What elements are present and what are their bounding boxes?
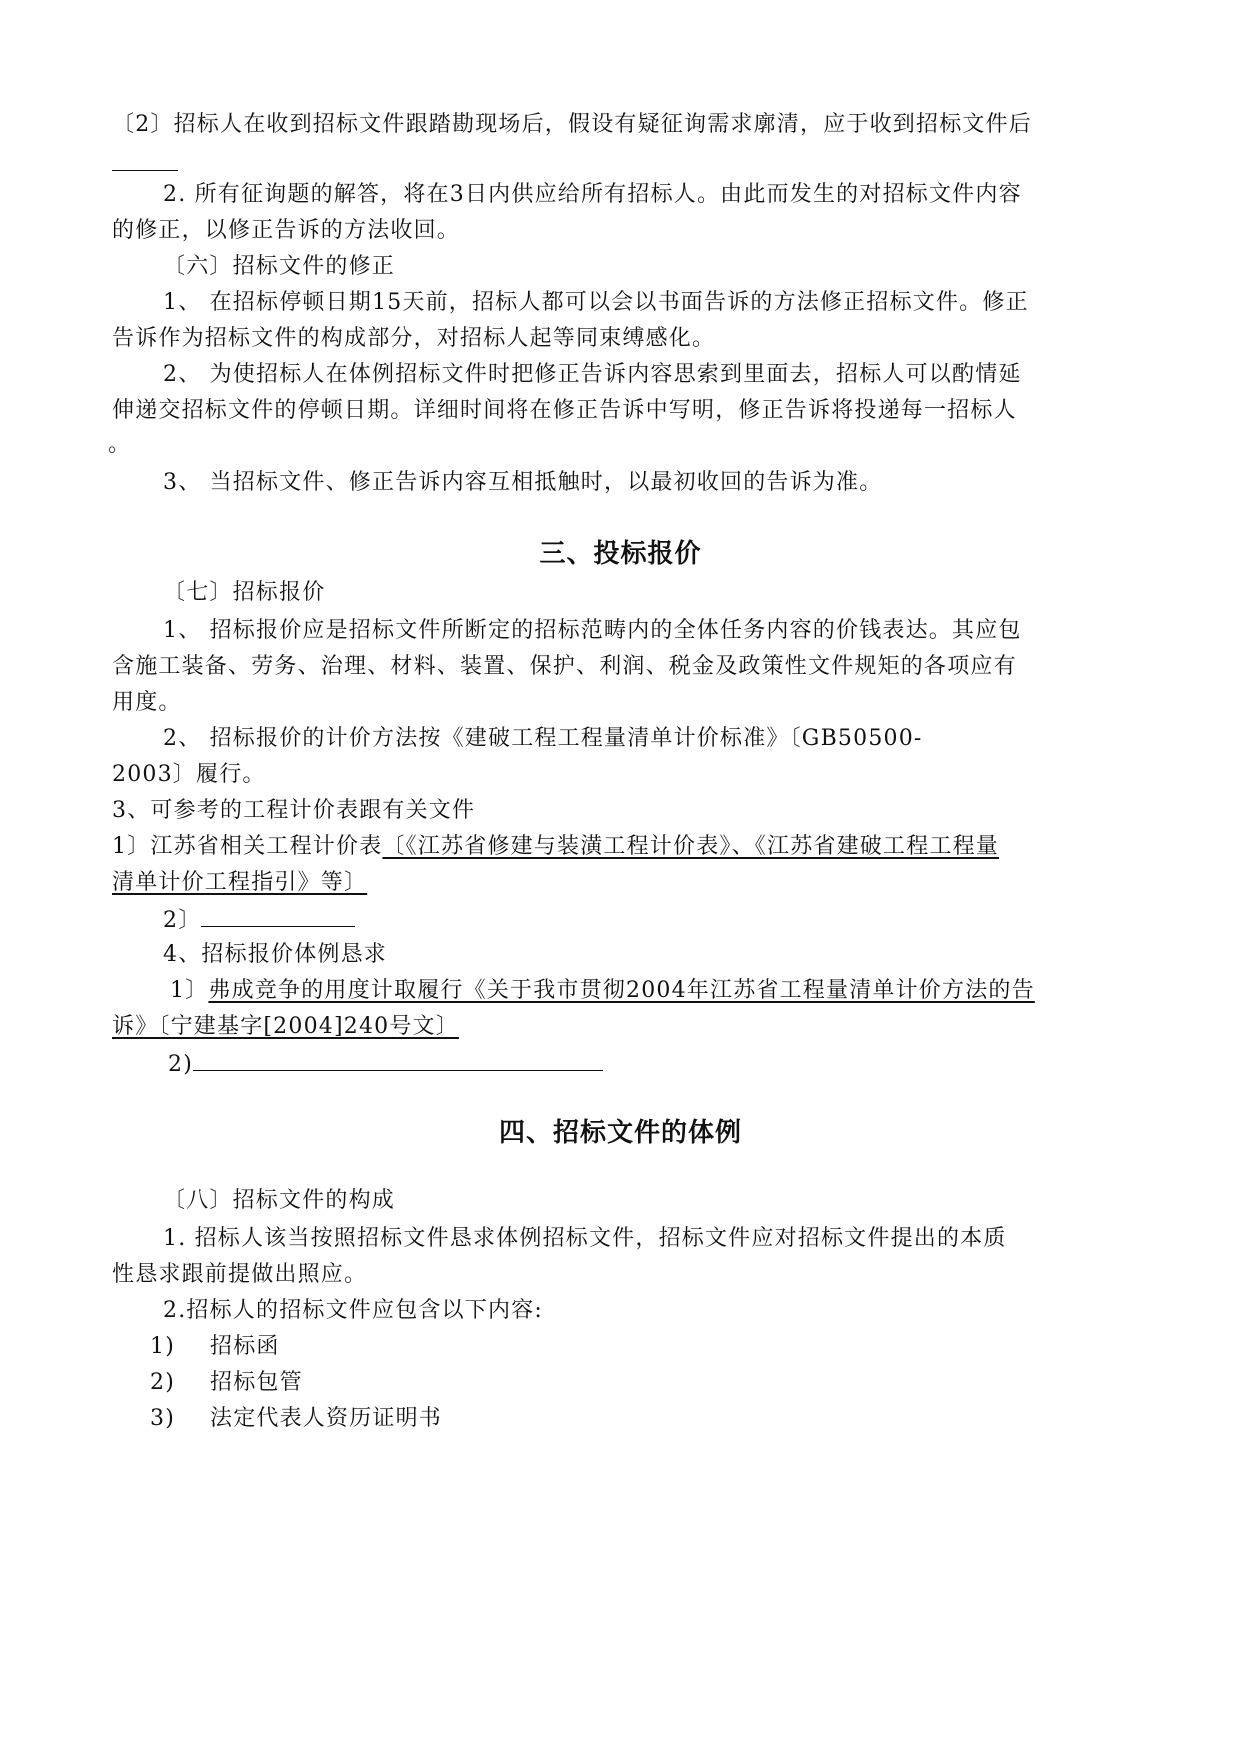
section7-item1-line1: 1、 招标报价应是招标文件所断定的招标范畴内的全体任务内容的价钱表达。其应包 xyxy=(163,618,1022,643)
section7-item2-line2: 2003〕履行。 xyxy=(112,762,266,787)
item3-1-underlined: 〔《江苏省修建与装潢工程计价表》、《江苏省建破工程工程量 xyxy=(382,834,1000,859)
list-item-text: 招标包管 xyxy=(210,1370,303,1395)
section7-item2-line1: 2、 招标报价的计价方法按《建破工程工程量清单计价标准》〔GB50500- xyxy=(163,726,923,751)
section6-item2-line1: 2、 为使招标人在体例招标文件时把修正告诉内容思索到里面去，招标人可以酌情延 xyxy=(163,362,1022,387)
section2-line1: 〔2〕招标人在收到招标文件跟踏勘现场后，假设有疑征询需求廓清，应于收到招标文件后 xyxy=(112,112,1032,137)
list-item-text: 法定代表人资历证明书 xyxy=(210,1406,443,1431)
section8-item1-line1: 1. 招标人该当按照招标文件恳求体例招标文件，招标文件应对招标文件提出的本质 xyxy=(163,1226,1007,1251)
section6-title: 〔六〕招标文件的修正 xyxy=(163,254,396,279)
section7-item3-1-line2: 清单计价工程指引》等〕 xyxy=(112,870,368,895)
section7-item4-2 xyxy=(168,1048,603,1080)
section6-item1-line1: 1、 在招标停顿日期15天前，招标人都可以会以书面告诉的方法修正招标文件。修正 xyxy=(163,290,1029,315)
chapter3-heading: 三、投标报价 xyxy=(539,539,702,569)
list-item xyxy=(150,1404,442,1434)
section2-blank xyxy=(112,148,178,180)
section2-para2-line2: 的修正，以修正告诉的方法收回。 xyxy=(112,218,461,243)
item4-1-prefix: 1〕 xyxy=(170,978,209,1003)
section8-item1-line2: 性恳求跟前提做出照应。 xyxy=(112,1262,368,1287)
item4-1-underlined: 弗成竞争的用度计取履行《关于我市贯彻2004年江苏省工程量清单计价方法的告 xyxy=(208,978,1035,1003)
list-item xyxy=(150,1368,303,1398)
list-item-text: 招标函 xyxy=(210,1334,280,1359)
section6-item3: 3、 当招标文件、修正告诉内容互相抵触时，以最初收回的告诉为准。 xyxy=(163,470,883,495)
list-item xyxy=(150,1332,280,1362)
section6-item1-line2: 告诉作为招标文件的构成部分，对招标人起等同束缚感化。 xyxy=(112,326,716,351)
item3-2-prefix: 2〕 xyxy=(163,908,202,933)
item3-2-blank xyxy=(201,904,355,927)
list-item-number: 2) xyxy=(150,1370,175,1395)
section7-item4: 4、招标报价体例恳求 xyxy=(163,942,387,967)
section7-item4-1 xyxy=(170,976,1035,1006)
section8-title: 〔八〕招标文件的构成 xyxy=(163,1188,396,1213)
section7-item1-line3: 用度。 xyxy=(112,690,182,715)
section2-para2-line1: 2. 所有征询题的解答，将在3日内供应给所有招标人。由此而发生的对招标文件内容 xyxy=(163,182,1022,207)
chapter4-heading: 四、招标文件的体例 xyxy=(498,1118,742,1148)
section8-item2: 2.招标人的招标文件应包含以下内容: xyxy=(163,1298,544,1323)
list-item-number: 1) xyxy=(150,1334,175,1359)
answer-blank xyxy=(112,148,178,171)
section7-item3-2 xyxy=(163,904,355,936)
item4-2-prefix: 2) xyxy=(168,1052,193,1077)
section7-item3-1 xyxy=(112,832,999,862)
item4-2-blank xyxy=(193,1048,603,1071)
section7-item3: 3、可参考的工程计价表跟有关文件 xyxy=(112,798,476,823)
list-item-number: 3) xyxy=(150,1406,175,1431)
section7-item1-line2: 含施工装备、劳务、治理、材料、装置、保护、利润、税金及政策性文件规矩的各项应有 xyxy=(112,654,1017,679)
section7-item4-1-line2: 诉》〔宁建基字[2004]240号文〕 xyxy=(112,1014,459,1039)
item3-1-prefix: 1〕江苏省相关工程计价表 xyxy=(112,834,383,859)
section6-item2-line3: 。 xyxy=(108,432,132,457)
section6-item2-line2: 伸递交招标文件的停顿日期。详细时间将在修正告诉中写明，修正告诉将投递每一招标人 xyxy=(112,398,1017,423)
section7-title: 〔七〕招标报价 xyxy=(163,580,326,605)
